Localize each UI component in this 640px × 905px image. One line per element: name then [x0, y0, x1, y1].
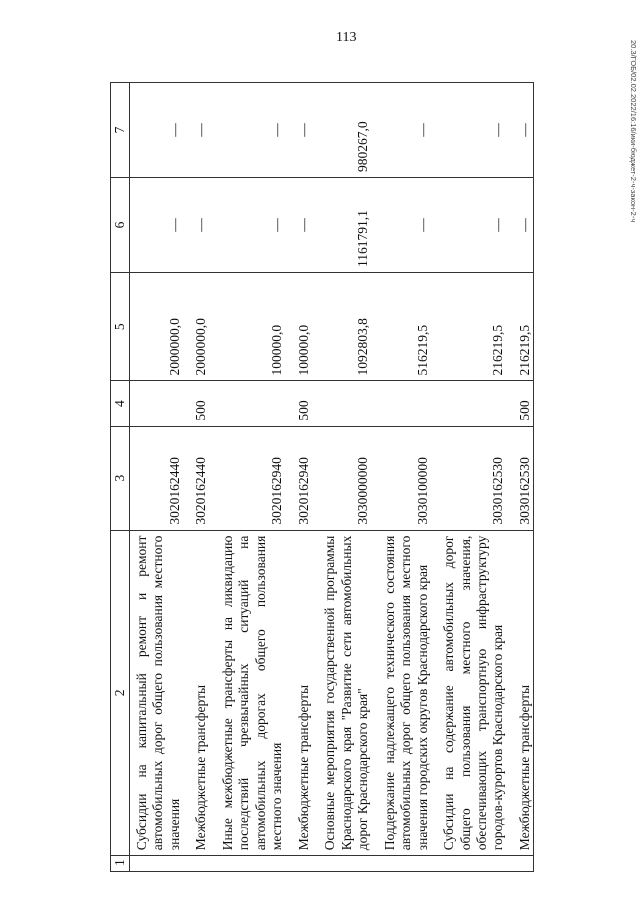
row-name: Межбюджетные трансферты [507, 530, 534, 856]
row-value-5: 100000,0 [210, 272, 286, 381]
row-type: 500 [286, 381, 312, 426]
row-index [210, 856, 286, 872]
row-value-5: 516219,5 [372, 272, 431, 381]
row-value-6: — [372, 178, 431, 273]
col-header-1: 1 [111, 856, 130, 872]
row-value-5: 216219,5 [507, 272, 534, 381]
header-row [111, 83, 130, 872]
row-code: 3020162940 [210, 426, 286, 530]
row-name: Субсидии на содержание автомобильных дорог общего пользования местного значения, обеспечивающих транспортную инфраструктуру городов-курортов Краснодарского края [431, 530, 507, 856]
row-name: Иные межбюджетные трансферты на ликвидацию последствий чрезвычайных ситуаций на автомобильных дорогах общего пользования местного значения [210, 530, 286, 856]
row-value-5: 2000000,0 [183, 272, 209, 381]
row-value-6: 1161791,1 [312, 178, 371, 273]
row-value-5: 100000,0 [286, 272, 312, 381]
row-type [130, 381, 184, 426]
row-value-7: 980267,0 [312, 83, 371, 178]
row-index [183, 856, 209, 872]
budget-table-rotated [110, 82, 615, 872]
row-name: Субсидии на капитальный ремонт и ремонт автомобильных дорог общего пользования местного значения [130, 530, 184, 856]
row-type: 500 [183, 381, 209, 426]
row-name: Межбюджетные трансферты [183, 530, 209, 856]
row-code: 3030162530 [507, 426, 534, 530]
row-value-7: — [431, 83, 507, 178]
row-value-6: — [183, 178, 209, 273]
table-row [312, 83, 371, 872]
row-index [507, 856, 534, 872]
row-value-6: — [130, 178, 184, 273]
row-value-7: — [183, 83, 209, 178]
row-value-6: — [507, 178, 534, 273]
table-row [431, 83, 507, 872]
row-code: 3020162440 [183, 426, 209, 530]
row-value-5: 1092803,8 [312, 272, 371, 381]
row-value-6: — [431, 178, 507, 273]
col-header-2: 2 [111, 530, 130, 856]
row-value-7: — [286, 83, 312, 178]
row-index [286, 856, 312, 872]
document-code: 20.3/ГОБ/02.02.2022/16:16/ики-бюджет-2-ч-закон-2-ч [629, 40, 638, 223]
row-code: 3030000000 [312, 426, 371, 530]
row-code: 3020162940 [286, 426, 312, 530]
row-code: 3020162440 [130, 426, 184, 530]
row-index [130, 856, 184, 872]
col-header-5: 5 [111, 272, 130, 381]
row-value-7: — [372, 83, 431, 178]
col-header-6: 6 [111, 178, 130, 273]
row-value-7: — [210, 83, 286, 178]
table-row [507, 83, 534, 872]
row-value-7: — [507, 83, 534, 178]
table-row [286, 83, 312, 872]
col-header-4: 4 [111, 381, 130, 426]
row-name: Межбюджетные трансферты [286, 530, 312, 856]
row-index [372, 856, 431, 872]
row-type [431, 381, 507, 426]
row-type [372, 381, 431, 426]
row-index [431, 856, 507, 872]
row-name: Поддержание надлежащего технического состояния автомобильных дорог общего пользования местного значения городских округов Краснодарского края [372, 530, 431, 856]
row-index [312, 856, 371, 872]
row-value-6: — [210, 178, 286, 273]
row-value-7: — [130, 83, 184, 178]
page-number: 113 [336, 30, 357, 45]
row-code: 3030162530 [431, 426, 507, 530]
table-row [372, 83, 431, 872]
row-type [210, 381, 286, 426]
row-value-6: — [286, 178, 312, 273]
row-value-5: 216219,5 [431, 272, 507, 381]
col-header-3: 3 [111, 426, 130, 530]
col-header-7: 7 [111, 83, 130, 178]
row-name: Основные мероприятия государственной программы Краснодарского края "Развитие сети автомобильных дорог Краснодарского края" [312, 530, 371, 856]
table-row [210, 83, 286, 872]
row-type: 500 [507, 381, 534, 426]
row-code: 3030100000 [372, 426, 431, 530]
row-type [312, 381, 371, 426]
row-value-5: 2000000,0 [130, 272, 184, 381]
table-row [183, 83, 209, 872]
table-row [130, 83, 184, 872]
budget-table [110, 82, 534, 872]
